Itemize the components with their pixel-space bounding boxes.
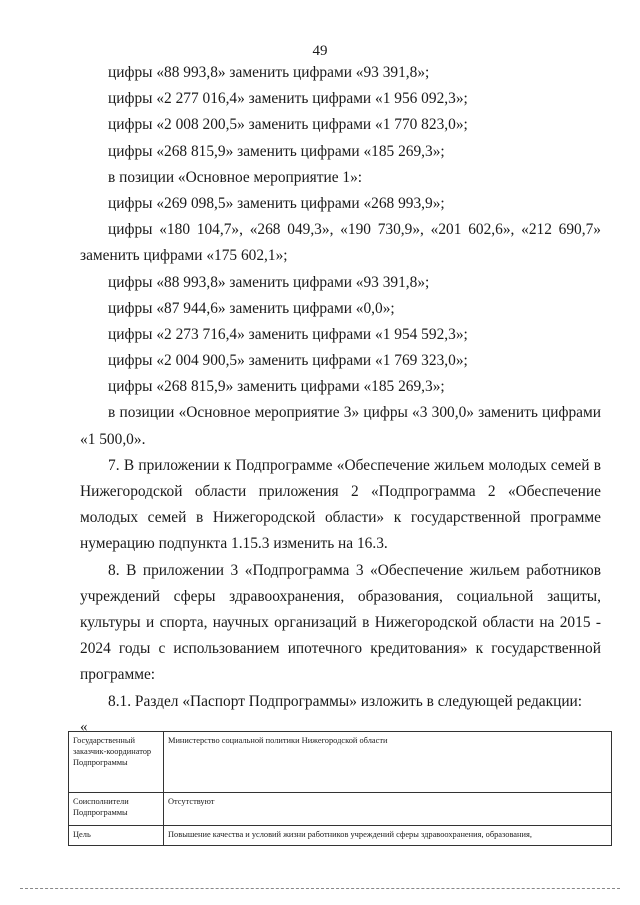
text-line: в позиции «Основное мероприятие 3» цифры «3 300,0» заменить цифрами (108, 404, 601, 422)
text-line: цифры «268 815,9» заменить цифрами «185 269,3»; (108, 142, 445, 160)
text-line: цифры «268 815,9» заменить цифрами «185 269,3»; (108, 378, 445, 396)
text-line: 8. В приложении 3 «Подпрограмма 3 «Обеспечение жильем работников (108, 561, 601, 579)
text-line: цифры «87 944,6» заменить цифрами «0,0»; (108, 299, 395, 317)
text-line: нумерацию подпункта 1.15.3 изменить на 16.3. (80, 535, 388, 553)
text-line: «1 500,0». (80, 430, 146, 448)
text-line: 2024 годы с использованием ипотечного кредитования» к государственной (80, 640, 601, 658)
text-line: программе: (80, 666, 156, 684)
page-number: 49 (312, 43, 328, 59)
row-value: Отсутствуют (164, 793, 612, 826)
text-line: культуры и спорта, научных организаций в Нижегородской области на 2015 - (80, 613, 601, 631)
text-line: цифры «2 277 016,4» заменить цифрами «1 956 092,3»; (108, 90, 468, 108)
row-value: Повышение качества и условий жизни работников учреждений сферы здравоохранения, образования, (164, 826, 612, 846)
document-body (80, 60, 601, 737)
text-line: цифры «269 098,5» заменить цифрами «268 993,9»; (108, 194, 445, 212)
table-row (69, 732, 612, 793)
row-value: Министерство социальной политики Нижегородской области (164, 732, 612, 793)
text-line: цифры «180 104,7», «268 049,3», «190 730,9», «201 602,6», «212 690,7» (108, 221, 601, 239)
text-line: цифры «88 993,8» заменить цифрами «93 391,8»; (108, 64, 430, 81)
text-line: заменить цифрами «175 602,1»; (80, 247, 288, 265)
text-line: цифры «88 993,8» заменить цифрами «93 391,8»; (108, 273, 430, 291)
text-line: Нижегородской области приложения 2 «Подпрограмма 2 «Обеспечение (80, 483, 601, 500)
passport-table (68, 731, 612, 846)
text-line: 7. В приложении к Подпрограмме «Обеспечение жильем молодых семей в (108, 456, 601, 474)
text-line: цифры «2 004 900,5» заменить цифрами «1 769 323,0»; (108, 352, 468, 370)
row-label: Соисполнители Подпрограммы (69, 793, 164, 826)
text-line: учреждений сферы здравоохранения, образования, социальной защиты, (80, 587, 601, 605)
opening-quote: « (80, 718, 88, 735)
table-row (69, 793, 612, 826)
text-line: в позиции «Основное мероприятие 1»: (108, 168, 363, 186)
row-label: Цель (69, 826, 164, 846)
page-bottom-edge (20, 888, 620, 889)
table-row (69, 826, 612, 846)
text-line: 8.1. Раздел «Паспорт Подпрограммы» изложить в следующей редакции: (108, 692, 583, 710)
text-line: цифры «2 273 716,4» заменить цифрами «1 954 592,3»; (108, 325, 468, 343)
row-label: Государственный заказчик-координатор Подпрограммы (69, 732, 164, 793)
text-line: молодых семей в Нижегородской области» к государственной программе (80, 509, 601, 527)
text-line: цифры «2 008 200,5» заменить цифрами «1 770 823,0»; (108, 116, 468, 134)
